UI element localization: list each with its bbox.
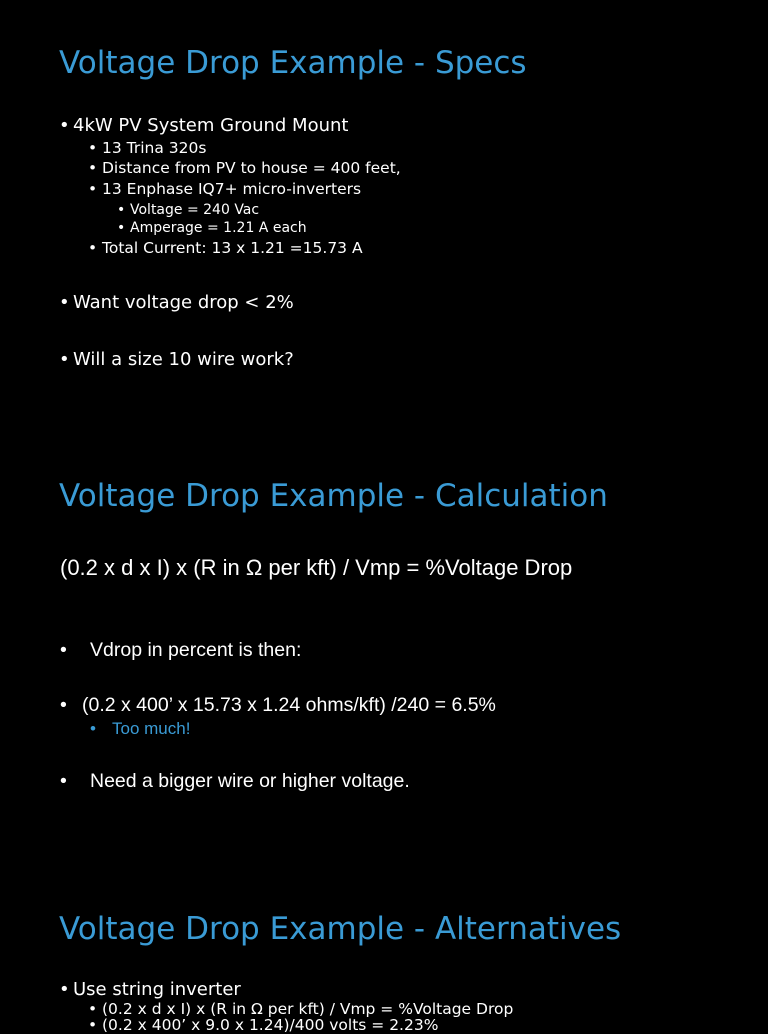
bullet-glyph: • [59, 349, 70, 370]
formula: (0.2 x d x I) x (R in Ω per kft) / Vmp = %Voltage Drop [60, 555, 573, 580]
list-item-text: Amperage = 1.21 A each [130, 220, 307, 236]
list-item-text: 13 Trina 320s [102, 139, 207, 157]
slide-title: Voltage Drop Example - Calculation [59, 478, 608, 514]
bullet-glyph: • [59, 115, 70, 136]
list-item-text: (0.2 x d x I) x (R in Ω per kft) / Vmp = %Voltage Drop [102, 1000, 514, 1018]
list-item-text: 4kW PV System Ground Mount [73, 115, 349, 136]
slide-title: Voltage Drop Example - Alternatives [59, 911, 622, 947]
bullet-glyph: • [88, 239, 98, 257]
bullet-glyph: • [90, 719, 96, 738]
list-item-text: Distance from PV to house = 400 feet, [102, 159, 401, 177]
list-item [88, 1018, 438, 1034]
bullet-glyph: • [60, 770, 67, 792]
list-item-text: 13 Enphase IQ7+ micro-inverters [102, 180, 362, 198]
bullet-glyph: • [117, 202, 126, 218]
list-item [59, 981, 241, 999]
list-item-text: (0.2 x 400’ x 9.0 x 1.24)/400 volts = 2.23% [102, 1016, 439, 1034]
list-item-text: Need a bigger wire or higher voltage. [90, 770, 410, 792]
bullet-glyph: • [88, 139, 98, 157]
bullet-glyph: • [88, 159, 98, 177]
bullet-glyph: • [59, 292, 70, 313]
bullet-glyph: • [88, 180, 98, 198]
list-item-text: Will a size 10 wire work? [73, 349, 294, 370]
list-item-text: Total Current: 13 x 1.21 =15.73 A [102, 239, 363, 257]
bullet-glyph: • [117, 220, 126, 236]
bullet-glyph: • [59, 979, 70, 1000]
list-item-text: (0.2 x 400’ x 15.73 x 1.24 ohms/kft) /240 = 6.5% [82, 694, 496, 716]
list-item-text: Too much! [112, 719, 191, 738]
bullet-glyph: • [60, 694, 67, 716]
list-item-text: Want voltage drop < 2% [73, 292, 294, 313]
slide-title: Voltage Drop Example - Specs [59, 45, 527, 81]
bullet-glyph: • [88, 1016, 98, 1034]
bullet-glyph: • [60, 639, 67, 661]
list-item-text: Voltage = 240 Vac [130, 202, 260, 218]
list-item-text: Use string inverter [73, 979, 241, 1000]
list-item-text: Vdrop in percent is then: [90, 639, 302, 661]
bullet-glyph: • [88, 1000, 98, 1018]
